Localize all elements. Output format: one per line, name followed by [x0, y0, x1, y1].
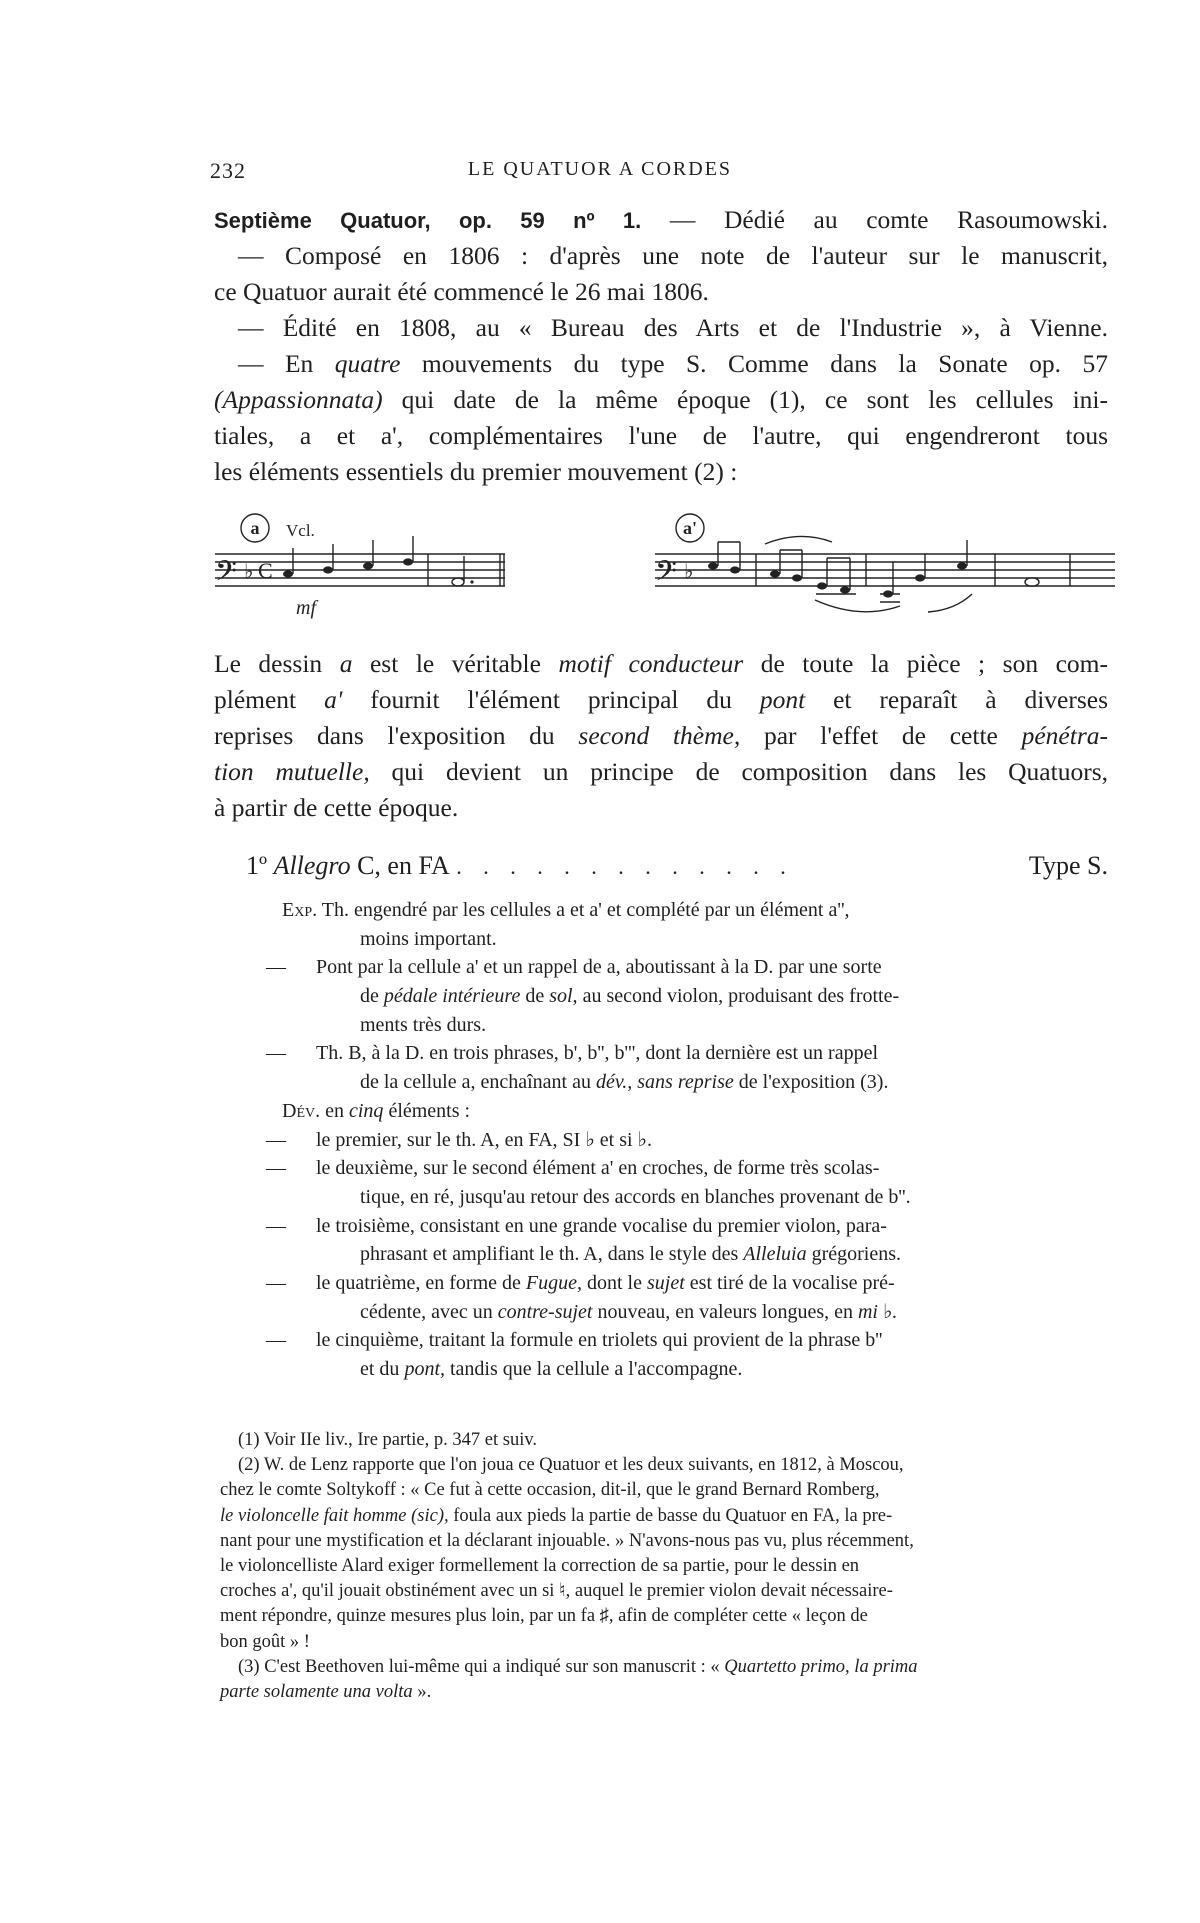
footnote-2-line: croches a', qu'il jouait obstinément avec un si ♮, auquel le premier violon devait nécessaire- [220, 1581, 893, 1602]
movement-number: 1º [246, 851, 268, 880]
movement-heading: 1º Allegro C, en FA . . . . . . . . . . . . . Type S. [246, 848, 1108, 885]
leader-dots: . . . . . . . . . . . . . [456, 854, 794, 879]
analysis-row: Exp. Th. engendré par les cellules a et a' et complété par un élément a'', [282, 899, 850, 921]
intro-line-8: les éléments essentiels du premier mouvement (2) : [214, 457, 738, 486]
footnote-2-line: ment répondre, quinze mesures plus loin, par un fa ♯, afin de compléter cette « leçon de [220, 1606, 868, 1627]
analysis-row: cédente, avec un contre-sujet nouveau, en valeurs longues, en mi ♭. [360, 1300, 898, 1323]
footnotes [220, 1428, 1108, 1705]
analysis-row: moins important. [360, 927, 497, 950]
staff-a-prime-lines [655, 554, 1115, 586]
analysis-block [266, 896, 1108, 1384]
intro-line-1: Septième Quatuor, op. 59 nº 1. — Dédié au comte Rasoumowski. [214, 205, 1108, 234]
analysis-row: — le premier, sur le th. A, en FA, SI ♭ et si ♭. [266, 1128, 652, 1151]
analysis-row: — le troisième, consistant en une grande vocalise du premier violon, para- [266, 1214, 887, 1237]
intro-line-3: ce Quatuor aurait été commencé le 26 mai 1806. [214, 277, 709, 306]
footnote-2-line: le violoncelle fait homme (sic), foula aux pieds la partie de basse du Quatuor en FA, la pre- [220, 1505, 893, 1526]
footnote-3-line: (3) C'est Beethoven lui-même qui a indiqué sur son manuscrit : « Quartetto primo, la prima [238, 1656, 918, 1677]
footnote-1: (1) Voir IIe liv., Ire partie, p. 347 et suiv. [238, 1430, 538, 1450]
quartet-title: Septième Quatuor, op. 59 nº 1. [214, 208, 642, 233]
footnote-2-line: (2) W. de Lenz rapporte que l'on joua ce Quatuor et les deux suivants, en 1812, à Moscou, [238, 1455, 904, 1476]
movement-type: Type S. [1028, 851, 1108, 880]
analysis-row: — le cinquième, traitant la formule en triolets qui provient de la phrase b'' [266, 1329, 883, 1352]
analysis-row: Dév. en cinq éléments : [282, 1099, 471, 1122]
analysis-row: et du pont, tandis que la cellule a l'accompagne. [360, 1358, 743, 1380]
staff-a-time: C [258, 558, 273, 583]
footnote-2-line: chez le comte Soltykoff : « Ce fut à cette occasion, dit-il, que le grand Bernard Romberg, [220, 1480, 880, 1501]
intro-line-7: tiales, a et a', complémentaires l'une de l'autre, qui engendreront tous [214, 421, 1108, 450]
footnote-2-line: le violoncelliste Alard exiger formellement la correction de sa partie, pour le dessin en [220, 1555, 860, 1576]
music-example [200, 500, 1120, 630]
movement-tempo: Allegro [273, 851, 351, 880]
page-number: 232 [210, 158, 246, 183]
music-cell-a [215, 514, 505, 619]
commentary-line-5: à partir de cette époque. [214, 793, 459, 822]
intro-line-6: (Appassionnata) qui date de la même époque (1), ce sont les cellules ini- [214, 385, 1108, 414]
analysis-row: ments très durs. [360, 1013, 487, 1036]
commentary-line-4: tion mutuelle, qui devient un principe de composition dans les Quatuors, [214, 757, 1109, 786]
commentary-line-1: Le dessin a est le véritable motif conducteur de toute la pièce ; son com- [214, 649, 1109, 678]
cell-a-prime-label: a' [682, 518, 698, 538]
analysis-row: — le quatrième, en forme de Fugue, dont le sujet est tiré de la vocalise pré- [266, 1271, 895, 1294]
cell-a-label: a [250, 518, 260, 538]
intro-line-4: — Édité en 1808, au « Bureau des Arts et de l'Industrie », à Vienne. [238, 313, 1108, 342]
footnote-3-line: parte solamente una volta ». [220, 1681, 432, 1702]
staff-a-dynamic: mf [296, 597, 316, 619]
footnote-2-line: nant pour une mystification et la déclarant injouable. » N'avons-nous pas vu, plus récemment, [220, 1530, 914, 1551]
movement-key: FA [418, 851, 450, 880]
staff-a-flat: ♭ [244, 559, 254, 583]
analysis-row: de la cellule a, enchaînant au dév., sans reprise de l'exposition (3). [360, 1071, 889, 1094]
commentary-paragraph [214, 646, 1108, 826]
staff-a-prime-clef: 𝄢 [655, 555, 677, 595]
analysis-row: — le deuxième, sur le second élément a' en croches, de forme très scolas- [266, 1157, 880, 1180]
intro-line-2: — Composé en 1806 : d'après une note de l'auteur sur le manuscrit, [238, 241, 1108, 270]
running-head: LE QUATUOR A CORDES [467, 158, 733, 180]
staff-a-prime-flat: ♭ [684, 559, 694, 583]
footnote-2-line: bon goût » ! [220, 1631, 310, 1652]
analysis-row: tique, en ré, jusqu'au retour des accords en blanches provenant de b''. [360, 1185, 911, 1208]
staff-a-prime-notes [708, 536, 1070, 612]
intro-line-5: — En quatre mouvements du type S. Comme dans la Sonate op. 57 [238, 349, 1108, 378]
analysis-row: — Pont par la cellule a' et un rappel de a, aboutissant à la D. par une sorte [266, 956, 882, 979]
commentary-line-2: plément a' fournit l'élément principal du pont et reparaît à diverses [214, 685, 1108, 714]
commentary-line-3: reprises dans l'exposition du second thème, par l'effet de cette pénétra- [214, 721, 1108, 750]
analysis-row: phrasant et amplifiant le th. A, dans le style des Alleluia grégoriens. [360, 1243, 901, 1266]
cell-a-instrument: Vcl. [286, 521, 315, 540]
music-cell-a-prime [655, 514, 1115, 612]
analysis-row: — Th. B, à la D. en trois phrases, b', b'', b''', dont la dernière est un rappel [266, 1042, 879, 1065]
intro-paragraph [214, 202, 1108, 490]
analysis-row: de pédale intérieure de sol, au second violon, produisant des frotte- [360, 985, 900, 1008]
staff-a-clef: 𝄢 [215, 555, 237, 595]
